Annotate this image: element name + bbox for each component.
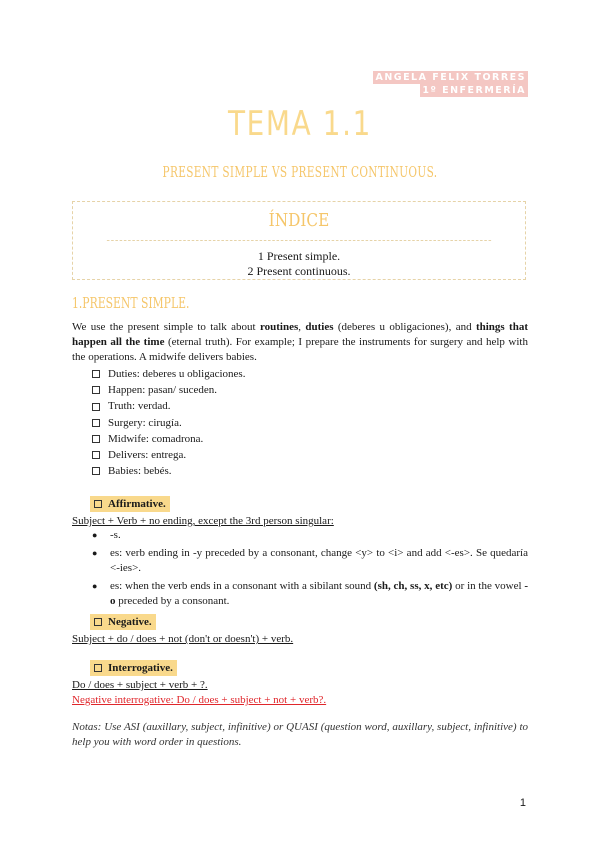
vocab-item xyxy=(92,415,245,431)
vocab-text: Happen: pasan/ suceden. xyxy=(108,384,218,397)
checkbox-icon[interactable] xyxy=(92,370,100,378)
affirmative-label: Affirmative. xyxy=(108,498,166,510)
checkbox-icon[interactable] xyxy=(92,435,100,443)
index-item[interactable]: 2 Present continuous. xyxy=(247,264,351,278)
bullet-text-part: preceded by a consonant. xyxy=(115,595,230,607)
index-box xyxy=(72,201,526,280)
affirmative-bullets xyxy=(92,528,528,612)
page-title: TEMA 1.1 xyxy=(227,104,373,144)
checkbox-icon[interactable] xyxy=(92,419,100,427)
vocab-text: Duties: deberes u obligaciones. xyxy=(108,368,246,380)
checkbox-icon[interactable] xyxy=(94,618,102,626)
index-items xyxy=(73,241,525,279)
author-degree: 1º ENFERMERÍA xyxy=(422,85,526,96)
vocab-text: Midwife: comadrona. xyxy=(108,432,204,445)
vocab-item xyxy=(92,431,245,447)
vocab-item xyxy=(92,398,245,414)
intro-text: We use the present simple to talk about xyxy=(72,321,260,333)
vocab-item xyxy=(92,463,245,479)
intro-paragraph xyxy=(72,320,528,365)
page-subtitle: PRESENT SIMPLE VS PRESENT CONTINUOUS. xyxy=(162,163,438,181)
section-title-present-simple: 1.PRESENT SIMPLE. xyxy=(72,294,190,312)
checkbox-icon[interactable] xyxy=(92,467,100,475)
index-item[interactable]: 1 Present simple. xyxy=(257,249,341,263)
vocab-item xyxy=(92,447,245,463)
affirmative-badge xyxy=(90,496,170,512)
intro-bold-things: things that happen all the time xyxy=(72,321,528,348)
bullet-bold-o: -o xyxy=(110,580,529,607)
page-number: 1 xyxy=(519,797,526,809)
vocab-text: Delivers: entrega. xyxy=(108,449,187,462)
interrogative-rule: Do / does + subject + verb + ?. xyxy=(72,679,208,691)
vocab-item xyxy=(92,366,245,382)
checkbox-icon[interactable] xyxy=(94,500,102,508)
checkbox-icon[interactable] xyxy=(92,403,100,411)
author-name: ANGELA FELIX TORRES xyxy=(375,72,526,83)
negative-rule: Subject + do / does + not (don't or doesn't) + verb. xyxy=(72,633,294,645)
checkbox-icon[interactable] xyxy=(92,451,100,459)
intro-bold-duties: duties xyxy=(305,321,334,333)
intro-text: (deberes u obligaciones), and xyxy=(333,321,476,333)
vocab-item xyxy=(92,382,245,398)
bullet-text-part: es: when the verb ends in a consonant with a sibilant sound xyxy=(110,580,374,592)
affirmative-rule: Subject + Verb + no ending, except the 3rd person singular: xyxy=(72,515,334,527)
bullet-item xyxy=(92,546,528,576)
bullet-text xyxy=(110,579,528,609)
bullet-dot-icon: ● xyxy=(92,548,98,558)
bullet-dot-icon: ● xyxy=(92,581,98,591)
vocabulary-list xyxy=(92,366,245,479)
index-heading: ÍNDICE xyxy=(107,202,491,241)
interrogative-label: Interrogative. xyxy=(108,662,173,674)
interrogative-badge xyxy=(90,660,177,676)
intro-text: (eternal truth). For example; I prepare the instruments for surgery and help with the operations. A midwife delivers babies. xyxy=(72,336,528,363)
bullet-item xyxy=(92,579,528,609)
bullet-item xyxy=(92,528,528,543)
bullet-text-part: or in the vowel xyxy=(452,580,525,592)
bullet-text: -s. xyxy=(110,529,121,541)
bullet-text: es: verb ending in -y preceded by a consonant, change <y> to <i> and add <-es>. Se quedaría <-ies>. xyxy=(110,547,528,574)
vocab-text: Surgery: cirugía. xyxy=(108,416,182,429)
intro-text: , xyxy=(298,321,306,333)
notes-paragraph: Notas: Use ASI (auxillary, subject, infinitive) or QUASI (question word, auxillary, subject, infinitive) to help you with word order in questions. xyxy=(72,721,528,748)
bullet-dot-icon: ● xyxy=(92,530,98,540)
intro-bold-routines: routines xyxy=(259,321,299,333)
vocab-text: Truth: verdad. xyxy=(108,400,171,413)
negative-interrogative-rule: Negative interrogative: Do / does + subject + not + verb?. xyxy=(72,694,327,706)
author-block xyxy=(373,71,528,97)
checkbox-icon[interactable] xyxy=(94,664,102,672)
negative-label: Negative. xyxy=(108,616,152,628)
vocab-text: Babies: bebés. xyxy=(108,465,172,478)
bullet-bold-sibilants: (sh, ch, ss, x, etc) xyxy=(373,580,453,592)
checkbox-icon[interactable] xyxy=(92,386,100,394)
negative-badge xyxy=(90,614,156,630)
